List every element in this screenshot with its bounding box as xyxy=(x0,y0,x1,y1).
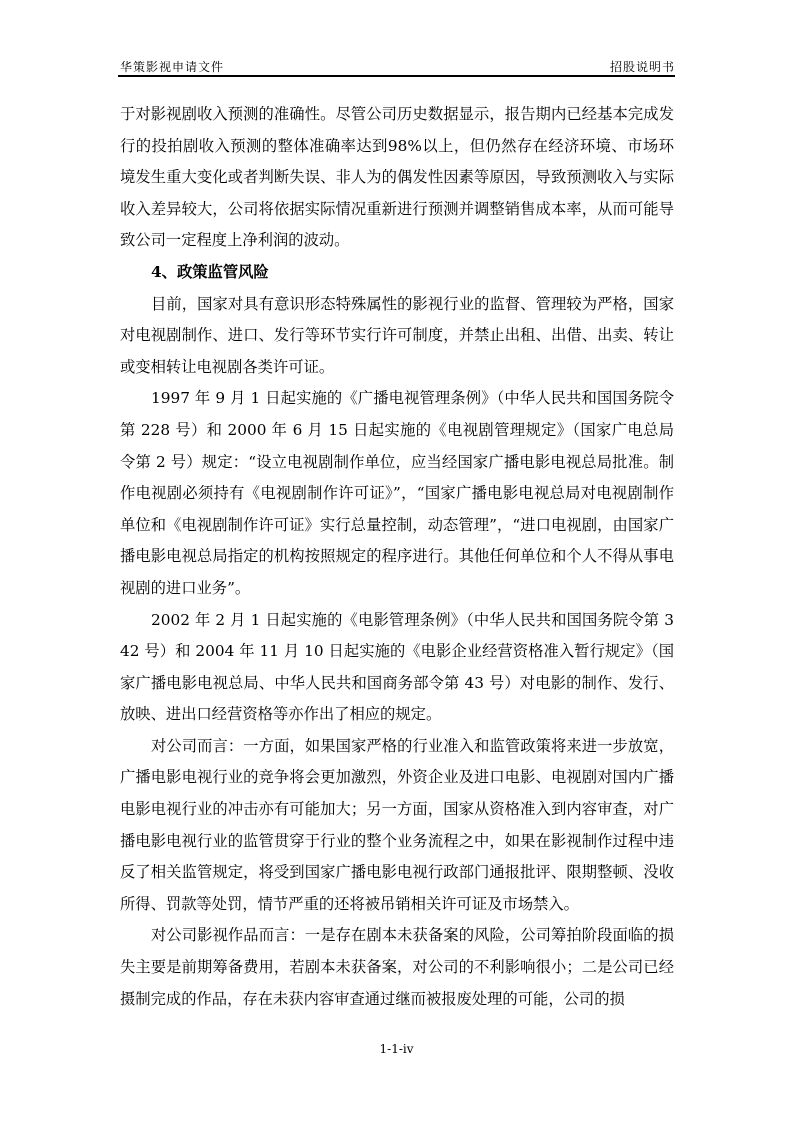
page-number: 1-1-iv xyxy=(379,1042,414,1056)
header-divider xyxy=(118,75,675,77)
header-document-title: 华策影视申请文件 xyxy=(120,60,225,74)
page-body xyxy=(120,99,674,1015)
paragraph-continuation: 于对影视剧收入预测的准确性。尽管公司历史数据显示，报告期内已经基本完成发行的投拍剧收入预测的整体准确率达到98%以上，但仍然存在经济环境、市场环境发生重大变化或者判断失误、非人为的偶发性因素等原因，导致预测收入与实际收入差异较大，公司将依据实际情况重新进行预测并调整销售成本率，从而可能导致公司一定程度上净利润的波动。 xyxy=(120,105,674,250)
header-document-type: 招股说明书 xyxy=(609,60,675,74)
section-heading: 4、政策监管风险 xyxy=(151,262,269,281)
paragraph-tv-regulations: 1997 年 9 月 1 日起实施的《广播电视管理条例》（中华人民共和国国务院令第 228 号）和 2000 年 6 月 15 日起实施的《电视剧管理规定》（国家广电总局令第 2 号）规定：“设立电视剧制作单位，应当经国家广播电影电视总局批准。制作电视剧必须持有《电视剧制作许可证》”，“国家广播电影电视总局对电视剧制作单位和《电视剧制作许可证》实行总量控制，动态管理”，“进口电视剧，由国家广播电影电视总局指定的机构按照规定的程序进行。其他任何单位和个人不得从事电视剧的进口业务”。 xyxy=(120,389,674,597)
paragraph-company-impact: 对公司而言：一方面，如果国家严格的行业准入和监管政策将来进一步放宽，广播电影电视行业的竞争将会更加激烈，外资企业及进口电影、电视剧对国内广播电影电视行业的冲击亦有可能加大；另一方面，国家从资格准入到内容审查，对广播电影电视行业的监管贯穿于行业的整个业务流程之中，如果在影视制作过程中违反了相关监管规定，将受到国家广播电影电视行政部门通报批评、限期整顿、没收所得、罚款等处罚，情节严重的还将被吊销相关许可证及市场禁入。 xyxy=(120,736,674,913)
paragraph-film-regulations: 2002 年 2 月 1 日起实施的《电影管理条例》（中华人民共和国国务院令第 342 号）和 2004 年 11 月 10 日起实施的《电影企业经营资格准入暂行规定》（国家广播电影电视总局、中华人民共和国商务部令第 43 号）对电影的制作、发行、放映、进出口经营资格等亦作出了相应的规定。 xyxy=(120,610,674,724)
page-header xyxy=(120,56,675,76)
paragraph-works-impact: 对公司影视作品而言：一是存在剧本未获备案的风险，公司筹拍阶段面临的损失主要是前期筹备费用，若剧本未获备案，对公司的不利影响很小；二是公司已经摄制完成的作品，存在未获内容审查通过继而被报废处理的可能，公司的损 xyxy=(120,926,674,1008)
paragraph-policy-overview: 目前，国家对具有意识形态特殊属性的影视行业的监督、管理较为严格，国家对电视剧制作、进口、发行等环节实行许可制度，并禁止出租、出借、出卖、转让或变相转让电视剧各类许可证。 xyxy=(120,294,674,376)
